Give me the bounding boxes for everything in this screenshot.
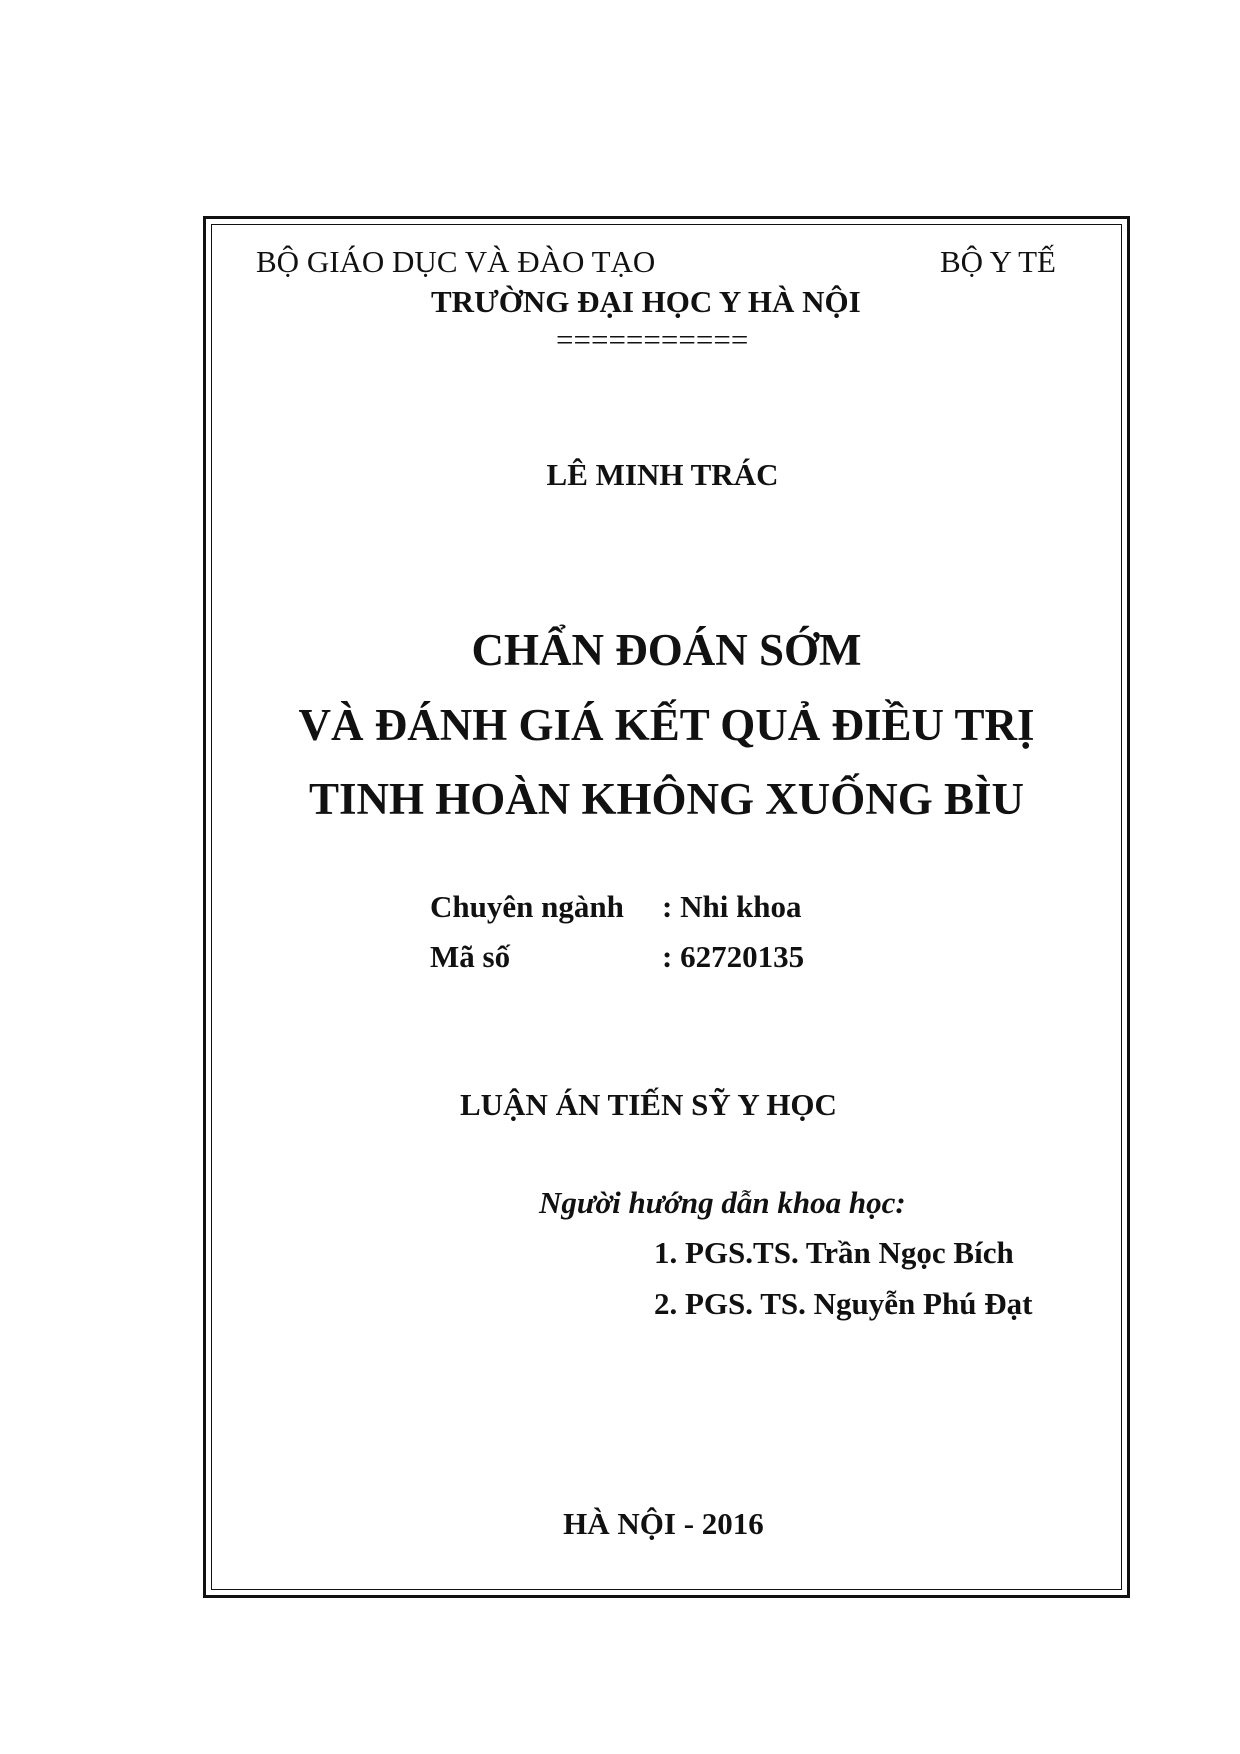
ministry-education: BỘ GIÁO DỤC VÀ ĐÀO TẠO [256,244,656,279]
thesis-type: LUẬN ÁN TIẾN SỸ Y HỌC [460,1087,837,1122]
advisor-1: 1. PGS.TS. Trần Ngọc Bích [654,1235,1014,1270]
place-year: HÀ NỘI - 2016 [563,1506,764,1541]
header-divider: =========== [556,322,749,357]
university-name: TRƯỜNG ĐẠI HỌC Y HÀ NỘI [431,284,861,319]
thesis-title-line-1: CHẨN ĐOÁN SỚM [471,625,862,675]
specialty-value: : Nhi khoa [662,889,802,924]
thesis-title-line-3: TINH HOÀN KHÔNG XUỐNG BÌU [308,774,1025,824]
code-value: : 62720135 [662,939,805,974]
specialty-label: Chuyên ngành [430,889,624,924]
code-label: Mã số [430,939,511,974]
advisor-2: 2. PGS. TS. Nguyễn Phú Đạt [654,1286,1033,1321]
advisors-heading: Người hướng dẫn khoa học: [539,1185,906,1220]
author-name: LÊ MINH TRÁC [546,457,779,492]
ministry-health: BỘ Y TẾ [940,244,1056,279]
thesis-title-line-2: VÀ ĐÁNH GIÁ KẾT QUẢ ĐIỀU TRỊ [298,700,1035,750]
